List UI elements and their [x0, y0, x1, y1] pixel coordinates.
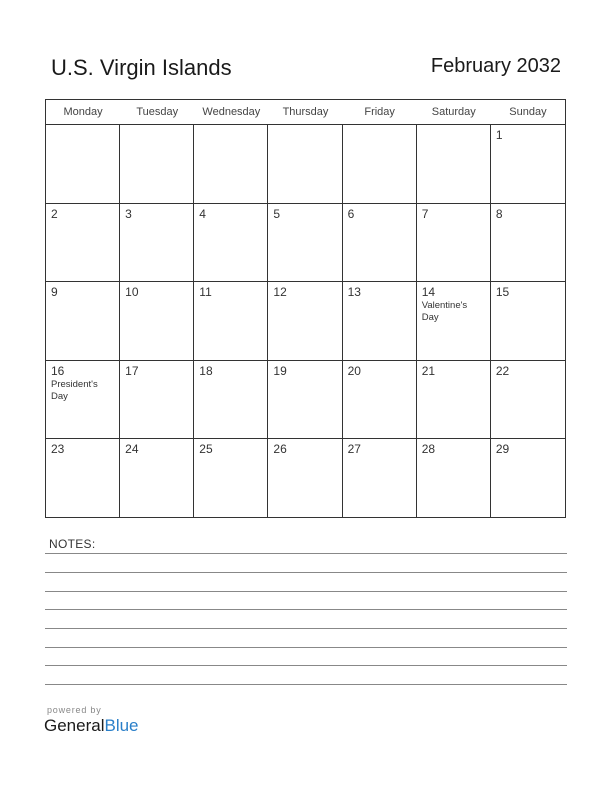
day-cell [343, 439, 417, 517]
day-cell [268, 282, 342, 360]
region-title: U.S. Virgin Islands [51, 55, 232, 80]
day-cell [268, 439, 342, 517]
day-number: 23 [51, 442, 65, 456]
powered-by-text: powered by [47, 705, 102, 715]
day-cell [417, 439, 491, 517]
weekday-saturday: Saturday [431, 106, 476, 118]
notes-line [45, 684, 567, 685]
day-number: 16 [51, 363, 65, 378]
day-number: 28 [421, 442, 436, 456]
holiday-label: President's Day [51, 378, 98, 402]
notes-line [45, 628, 567, 629]
day-number: 6 [347, 206, 355, 221]
day-cell [491, 439, 565, 517]
day-cell [343, 125, 417, 203]
day-cell [491, 361, 565, 439]
day-number: 7 [421, 206, 429, 221]
notes-line [45, 609, 567, 610]
day-cell [417, 361, 491, 439]
day-cell [491, 204, 565, 282]
day-number: 5 [273, 206, 281, 221]
day-number: 21 [421, 363, 436, 378]
day-cell [120, 361, 194, 439]
day-number: 14 [421, 285, 436, 299]
day-cell [491, 125, 565, 203]
day-cell [194, 439, 268, 517]
day-cell [417, 204, 491, 282]
day-number: 8 [495, 206, 503, 221]
day-number: 1 [495, 128, 503, 142]
day-number: 9 [51, 285, 58, 299]
weekday-thursday: Thursday [282, 106, 329, 118]
day-cell [343, 282, 417, 360]
notes-line [45, 572, 567, 573]
week-row [46, 361, 565, 440]
week-row [46, 282, 565, 361]
day-number: 22 [495, 363, 510, 378]
day-cell [268, 361, 342, 439]
day-cell [343, 204, 417, 282]
day-cell [46, 204, 120, 282]
day-cell [343, 361, 417, 439]
day-cell [268, 204, 342, 282]
day-cell [120, 125, 194, 203]
day-number: 20 [347, 363, 361, 378]
week-row [46, 204, 565, 283]
day-cell [120, 204, 194, 282]
notes-line [45, 553, 567, 554]
day-cell [268, 125, 342, 203]
weekday-tuesday: Tuesday [136, 106, 179, 118]
day-cell [417, 282, 491, 360]
weekday-friday: Friday [364, 106, 395, 118]
weekday-header-row [46, 100, 565, 125]
day-cell [417, 125, 491, 203]
day-number: 19 [273, 363, 287, 378]
day-cell [46, 125, 120, 203]
day-number: 3 [125, 206, 132, 221]
notes-line [45, 647, 567, 648]
day-number: 11 [199, 285, 212, 299]
day-cell [120, 282, 194, 360]
day-number: 2 [51, 206, 58, 221]
day-number: 25 [199, 442, 213, 456]
day-number: 10 [125, 285, 139, 299]
month-title: February 2032 [430, 55, 561, 77]
day-number: 18 [199, 363, 213, 378]
weekday-wednesday: Wednesday [202, 106, 261, 118]
notes-line [45, 665, 567, 666]
day-cell [120, 439, 194, 517]
generalblue-logo [44, 716, 139, 736]
day-number: 27 [347, 442, 361, 456]
holiday-label: Valentine's Day [421, 300, 468, 323]
day-cell [46, 439, 120, 517]
day-cell [46, 282, 120, 360]
week-row [46, 439, 565, 517]
day-number: 17 [125, 363, 139, 378]
brand-general: General [44, 716, 105, 735]
day-number: 26 [273, 442, 287, 456]
day-number: 15 [495, 285, 510, 299]
calendar-grid [45, 99, 566, 518]
day-number: 24 [125, 442, 139, 456]
day-cell [194, 282, 268, 360]
week-row [46, 125, 565, 204]
brand-blue: Blue [104, 716, 139, 735]
notes-line [45, 591, 567, 592]
day-cell [194, 204, 268, 282]
notes-label: NOTES: [49, 537, 96, 551]
weekday-monday: Monday [63, 106, 103, 118]
day-cell [491, 282, 565, 360]
day-number: 13 [347, 285, 361, 299]
day-cell [46, 361, 120, 439]
day-number: 4 [199, 206, 206, 221]
weekday-sunday: Sunday [509, 106, 547, 118]
day-cell [194, 361, 268, 439]
day-number: 12 [273, 285, 287, 299]
day-cell [194, 125, 268, 203]
day-number: 29 [495, 442, 510, 456]
